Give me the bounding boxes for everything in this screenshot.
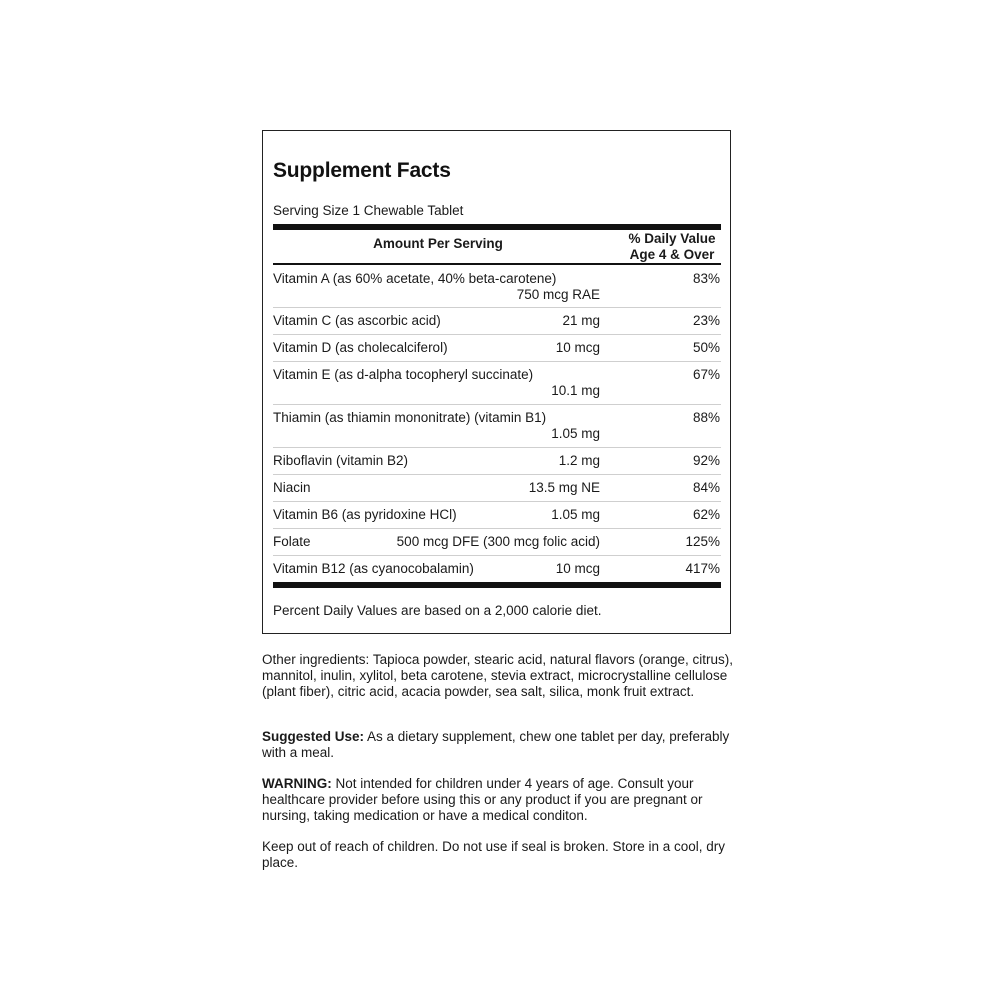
nutrient-amount: 10 mcg [555,561,600,576]
suggested-use [262,729,742,761]
warning-text: Not intended for children under 4 years of age. Consult your healthcare provider before using this or any product if you are pregnant or nursing, taking medication or have a medical conditon. [262,776,703,823]
nutrient-amount: 1.05 mg [551,507,600,522]
nutrient-amount: 10.1 mg [551,383,600,398]
top-thick-rule [273,224,721,230]
nutrient-row [273,404,721,448]
nutrient-row [273,307,721,335]
daily-value-footnote: Percent Daily Values are based on a 2,000 calorie diet. [273,603,602,618]
nutrient-daily-value: 62% [692,507,720,522]
other-ingredients: Other ingredients: Tapioca powder, stearic acid, natural flavors (orange, citrus), mannitol, inulin, xylitol, beta carotene, stevia extract, microcrystalline cellulose (plant fiber), citric acid, acacia powder, sea salt, silica, monk fruit extract. [262,652,733,699]
nutrient-daily-value: 50% [692,340,720,355]
nutrient-name: Vitamin A (as 60% acetate, 40% beta-carotene) [273,271,557,286]
supplement-facts-panel [262,130,731,634]
nutrient-name: Thiamin (as thiamin mononitrate) (vitamin B1) [273,410,547,425]
nutrient-daily-value: 23% [692,313,720,328]
header-dv-line1: % Daily Value [628,231,716,246]
warning [262,776,742,824]
warning-label: WARNING: [262,776,332,791]
suggested-use-text: As a dietary supplement, chew one tablet per day, preferably with a meal. [262,729,730,760]
nutrient-amount: 10 mcg [555,340,600,355]
nutrient-name: Vitamin C (as ascorbic acid) [273,313,441,328]
nutrient-daily-value: 417% [685,561,720,576]
nutrient-row [273,528,721,556]
nutrient-amount: 21 mg [562,313,600,328]
nutrient-amount: 750 mcg RAE [516,287,600,302]
nutrient-name: Vitamin B6 (as pyridoxine HCl) [273,507,457,522]
nutrient-name: Vitamin E (as d-alpha tocopheryl succinate) [273,367,534,382]
nutrient-row [273,265,721,308]
nutrient-amount: 500 mcg DFE (300 mcg folic acid) [396,534,600,549]
bottom-thick-rule [273,582,721,588]
nutrient-amount: 13.5 mg NE [528,480,600,495]
nutrient-amount: 1.2 mg [558,453,600,468]
nutrient-name: Vitamin D (as cholecalciferol) [273,340,448,355]
header-amount-per-serving: Amount Per Serving [373,236,503,251]
nutrient-row [273,555,721,582]
nutrient-daily-value: 125% [685,534,720,549]
nutrient-row [273,361,721,405]
nutrient-amount: 1.05 mg [551,426,600,441]
panel-title: Supplement Facts [273,159,451,182]
nutrient-name: Vitamin B12 (as cyanocobalamin) [273,561,474,576]
nutrient-name: Folate [273,534,311,549]
nutrient-daily-value: 84% [692,480,720,495]
nutrient-name: Niacin [273,480,311,495]
header-daily-value [617,231,727,263]
serving-size: Serving Size 1 Chewable Tablet [273,203,464,218]
nutrient-row [273,474,721,502]
header-dv-line2: Age 4 & Over [629,247,715,262]
nutrient-row [273,334,721,362]
nutrient-row [273,501,721,529]
nutrient-daily-value: 83% [692,271,720,286]
storage-instructions: Keep out of reach of children. Do not use if seal is broken. Store in a cool, dry place. [262,839,726,870]
nutrient-daily-value: 67% [692,367,720,382]
suggested-use-label: Suggested Use: [262,729,365,744]
nutrient-daily-value: 88% [692,410,720,425]
nutrient-row [273,447,721,475]
nutrient-daily-value: 92% [692,453,720,468]
nutrient-name: Riboflavin (vitamin B2) [273,453,409,468]
